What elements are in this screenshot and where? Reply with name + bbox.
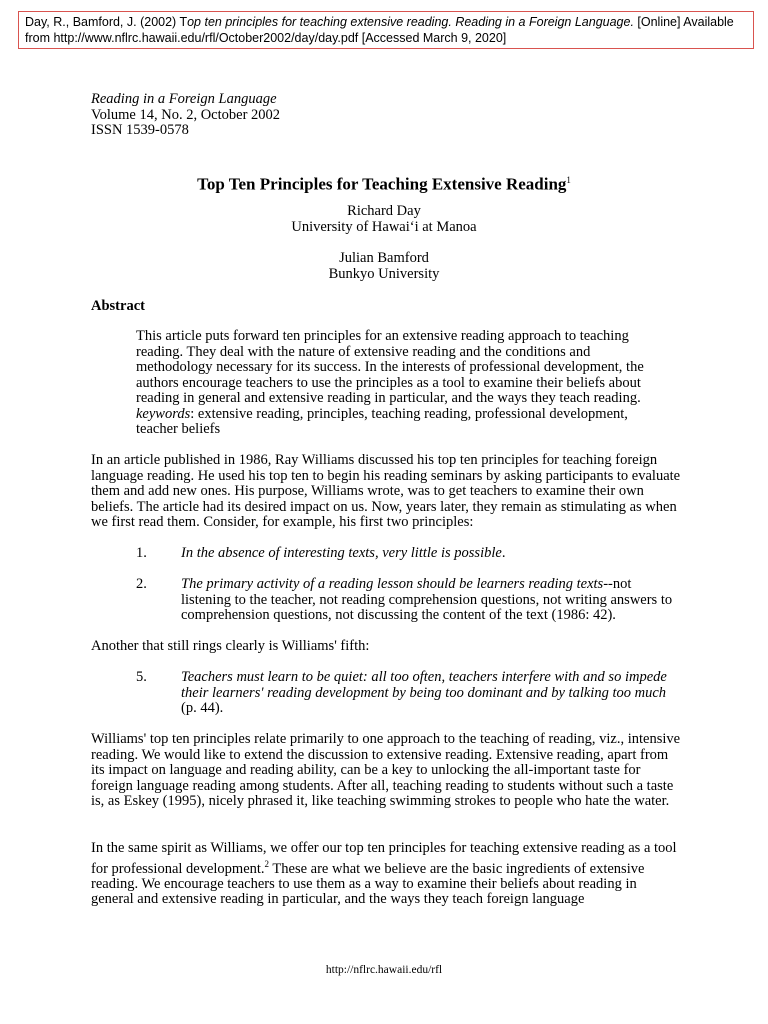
abstract-heading: Abstract (91, 298, 145, 314)
principle-5 (136, 670, 681, 717)
abstract-text: This article puts forward ten principles for an extensive reading approach to teaching reading. They deal with the nature of extensive reading and the conditions and methodology necessary for its success. In the interests of professional development, the authors encourage teachers to use the principles as a tool to examine their beliefs about reading in general and extensive reading in particular, and the ways they teach reading. (136, 328, 644, 406)
paragraph-4-end: These are what we believe are the basic ingredients of extensive reading. We encourage teachers to use them as a way to examine their beliefs about reading in general and extensive reading in particular, and the ways they teach foreign language (91, 860, 645, 908)
principle-italic: In the absence of interesting texts, very little is possible (181, 545, 502, 561)
author-affiliation: University of Hawai‘i at Manoa (291, 218, 477, 235)
author-affiliation: Bunkyo University (328, 265, 440, 282)
principle-italic: The primary activity of a reading lesson should be learners reading texts (181, 576, 604, 592)
keywords-label: keywords (136, 405, 191, 422)
principle-1 (136, 546, 681, 562)
principle-italic: Teachers must learn to be quiet: all too often, teachers interfere with and so impede their learners' reading development by being too dominant and by talking too much (181, 669, 667, 701)
principle-rest: . (501, 545, 506, 561)
author-1 (0, 204, 768, 235)
journal-name: Reading in a Foreign Language (91, 91, 277, 107)
citation-box (18, 11, 754, 49)
principle-number: 1. (136, 545, 147, 561)
footnote-marker-2: 2 (264, 858, 270, 869)
paragraph-3: Williams' top ten principles relate primarily to one approach to the teaching of reading, viz., intensive reading. We would like to extend the discussion to extensive reading. Extensive reading, apart from its impact on language and reading ability, can be a key to unlocking the all-important taste for foreign language reading among students. After all, teaching reading to students without such a taste is, as Eskey (1995), nicely phrased it, like teaching swimming strokes to people who hate the water. (91, 731, 681, 809)
principle-number: 5. (136, 669, 147, 685)
citation-authors: Day, R., Bamford, J. (2002) T (25, 15, 188, 29)
principle-rest: (p. 44). (181, 700, 224, 716)
principle-rest: --not listening to the teacher, not reading comprehension questions, not writing answers to comprehension questions, not discussing the content of the text (1986: 42). (181, 576, 673, 623)
citation-title: op ten principles for teaching extensive reading. Reading in a Foreign Language. (187, 15, 634, 29)
journal-info (91, 92, 280, 139)
principle-number: 2. (136, 576, 147, 592)
journal-volume: Volume 14, No. 2, October 2002 (91, 106, 281, 123)
journal-issn: ISSN 1539-0578 (91, 122, 189, 138)
paper-title-text: Top Ten Principles for Teaching Extensive Reading (197, 174, 567, 194)
paper-title (0, 170, 768, 195)
author-2 (0, 251, 768, 282)
title-footnote-marker: 1 (566, 175, 571, 185)
footer-url[interactable]: http://nflrc.hawaii.edu/rfl (325, 964, 443, 976)
author-name: Julian Bamford (339, 250, 429, 266)
paragraph-4 (91, 841, 681, 908)
paragraph-1: In an article published in 1986, Ray Williams discussed his top ten principles for teaching foreign language reading. He used his top ten to begin his reading seminars by asking participants to evaluate them and add new ones. His purpose, Williams wrote, was to get teachers to examine their own beliefs. The article had its desired impact on us. Now, years later, they remain as stimulating as when we first read them. Consider, for example, his first two principles: (91, 452, 681, 530)
author-name: Richard Day (347, 203, 421, 219)
paragraph-2: Another that still rings clearly is Williams' fifth: (91, 638, 370, 654)
principle-2 (136, 577, 681, 624)
paragraph-4-start: In the same spirit as Williams, we offer our top ten principles for teaching extensive reading as a tool for professional development. (91, 840, 677, 877)
abstract-body (136, 329, 656, 438)
citation-rest[interactable]: [Online] Available from http://www.nflrc.hawaii.edu/rfl/October2002/day/day.pdf [Accessed March 9, 2020] (25, 15, 734, 45)
keywords-list: : extensive reading, principles, teaching reading, professional development, teacher beliefs (136, 405, 628, 437)
